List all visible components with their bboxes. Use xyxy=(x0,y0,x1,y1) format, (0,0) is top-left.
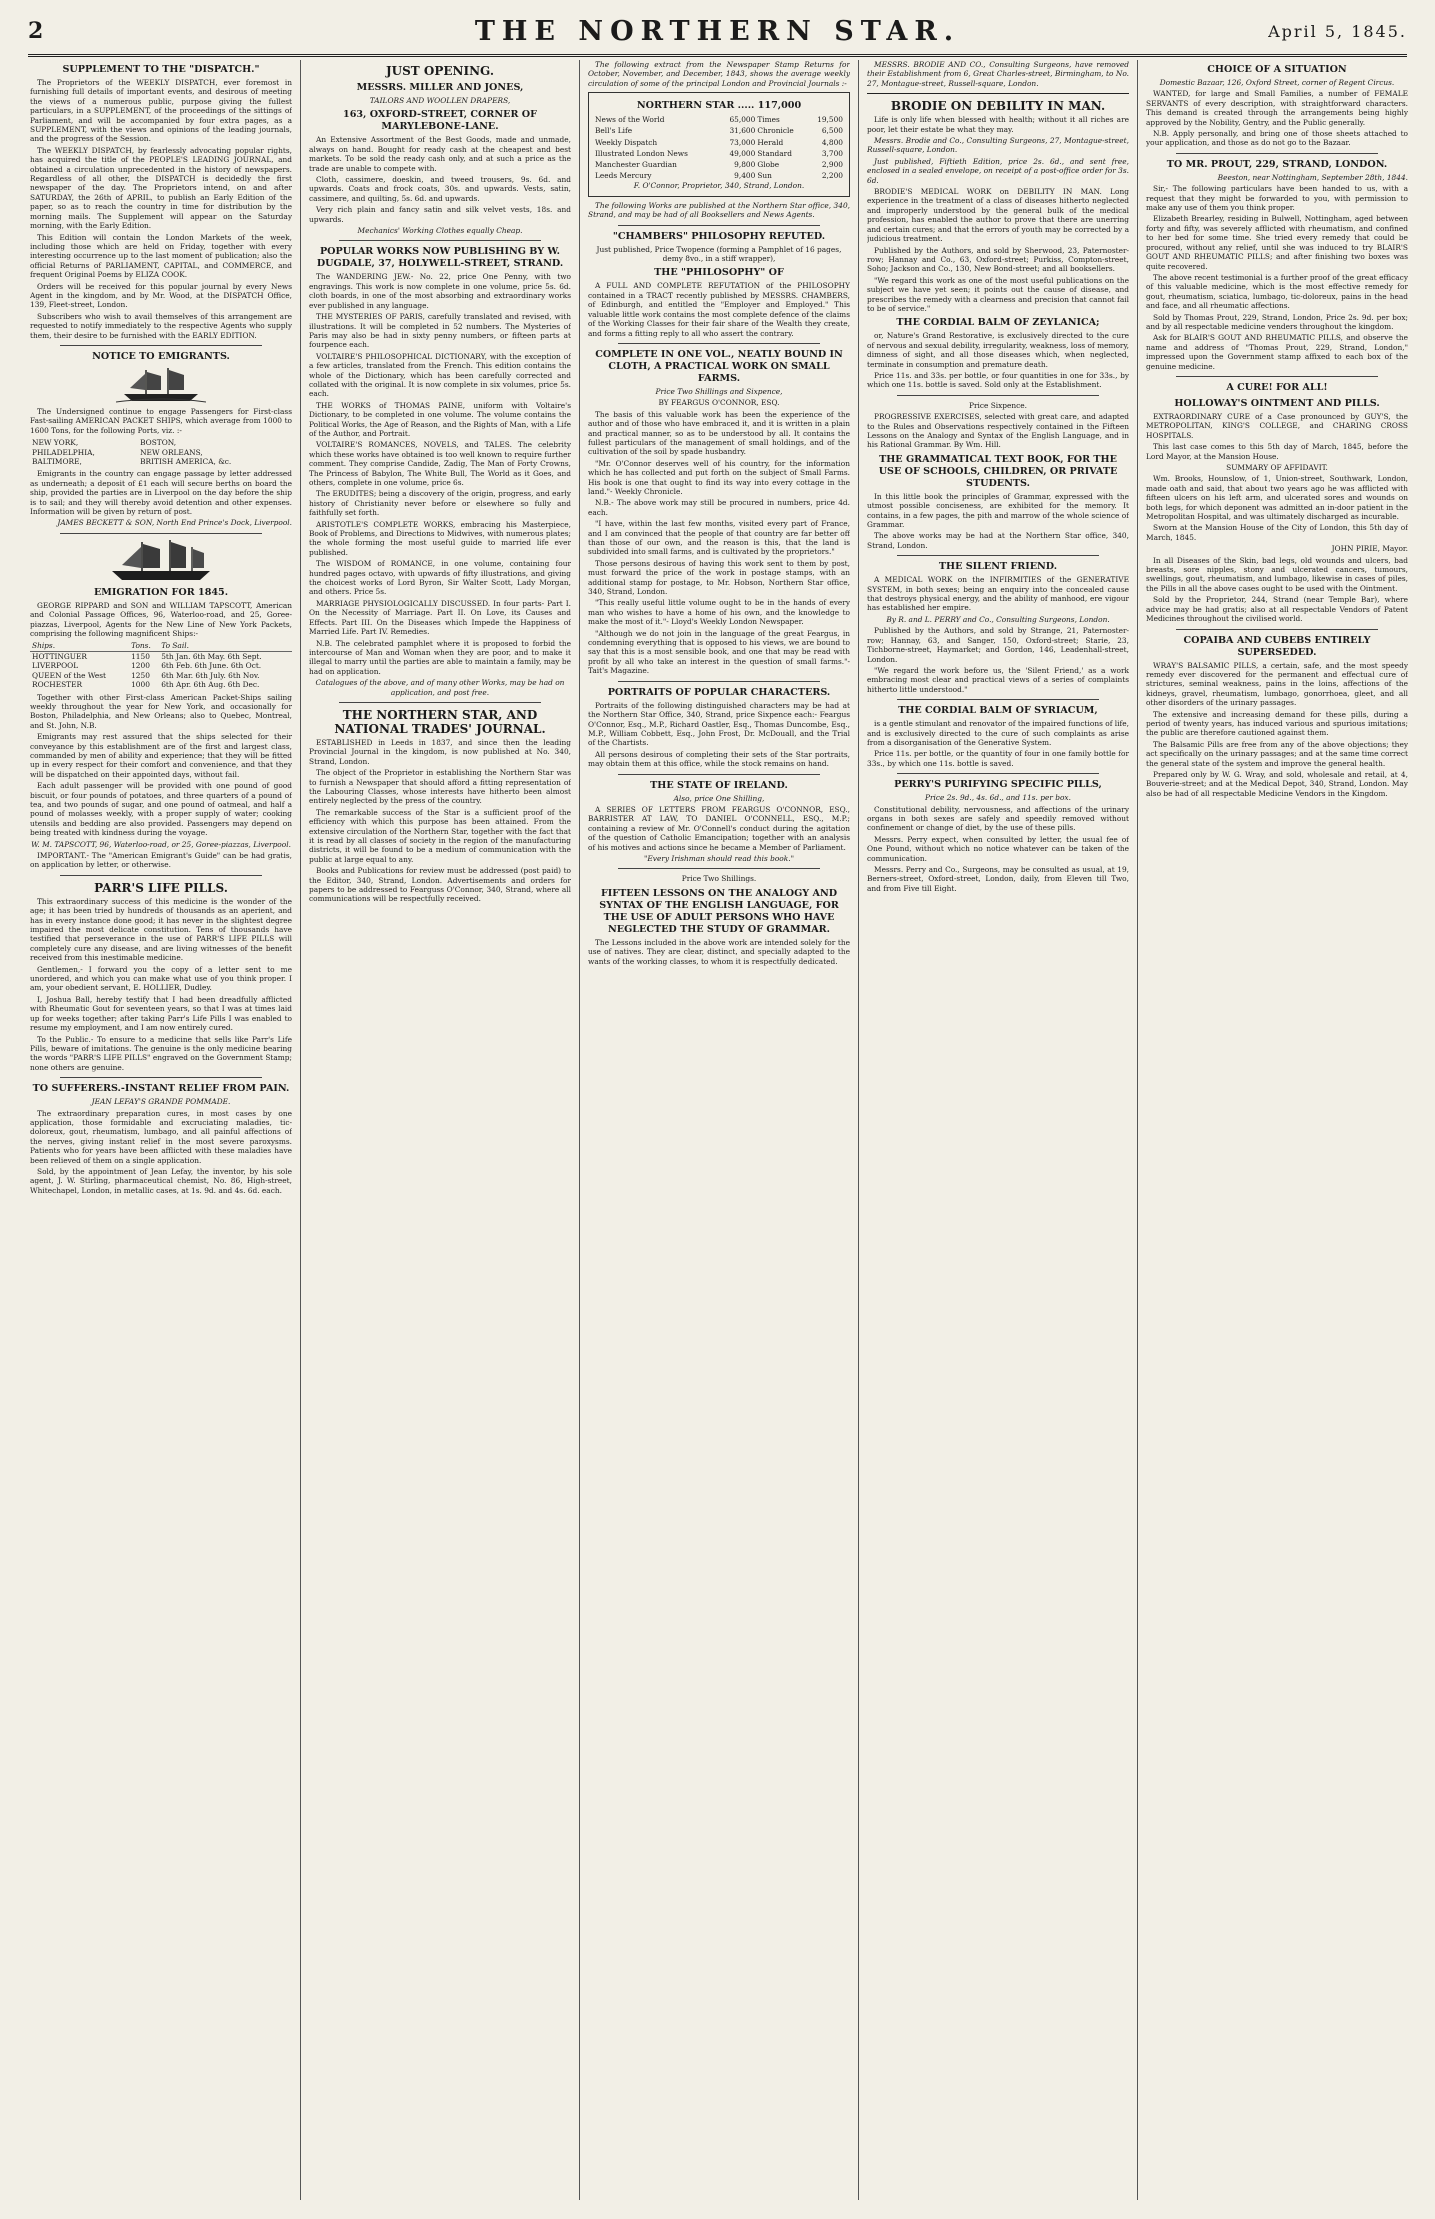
ad-text: "Although we do not join in the language of the great Feargus, in condemning everything that is opposed to his views, we are bound to say that this is a most sensible book, and one that may be read with profit by all who take an interest in the question of small farms."- Tait's Magazine. xyxy=(588,628,850,676)
separator xyxy=(867,93,1129,94)
paper-circulation: 9,800 xyxy=(734,160,756,170)
ad-text: ESTABLISHED in Leeds in 1837, and since then the leading Provincial Journal in the kingdom, is now published at No. 340, Strand, London. xyxy=(309,737,571,766)
ad-heading: THE CORDIAL BALM OF ZEYLANICA; xyxy=(896,317,1100,329)
ad-heading: HOLLOWAY'S OINTMENT AND PILLS. xyxy=(1174,397,1380,409)
separator xyxy=(897,555,1099,556)
ad-text: GEORGE RIPPARD and SON and WILLIAM TAPSCOTT, American and Colonial Passage Offices, 96, Waterloo-road, and 25, Goree-piazzas, Liverpool, Agents for the New Line of New York Packets, comprising the following magnificent Ships:- xyxy=(30,600,292,639)
ship-name: QUEEN of the West xyxy=(32,670,107,680)
ad-text: Each adult passenger will be provided with one pound of good biscuit, or four pounds of potatoes, and three quarters of a pound of tea, and two pounds of sugar, and one pound of oatmeal, and half a pound of molasses weekly, with a proper supply of water; cooking utensils and bedding are also provided. Passengers may depend on being treated with kindness during the voyage. xyxy=(30,781,292,838)
ship-tons: 1250 xyxy=(131,670,150,680)
ship-row xyxy=(30,680,292,689)
ad-text: WANTED, for large and Small Families, a number of FEMALE SERVANTS of every description, with straightforward characters. This demand is created through the arrangements being highly approved by the Nobility, Gentry, and the Public generally. xyxy=(1146,89,1408,127)
ad-heading: THE GRAMMATICAL TEXT BOOK, FOR THE USE OF SCHOOLS, CHILDREN, OR PRIVATE STUDENTS. xyxy=(878,453,1118,489)
ad-text: The extraordinary preparation cures, in most cases by one application, those formidable and excruciating maladies, tic-doloreux, gout, rheumatism, lumbago, and all painful affections of the nerves, giving instant relief in the most severe paroxysms. Patients who for years have been afflicted with these maladies have been relieved of them on a single application. xyxy=(30,1108,292,1165)
ad-heading: PERRY'S PURIFYING SPECIFIC PILLS, xyxy=(894,779,1102,791)
column-rule xyxy=(858,60,859,2200)
ad-text: Price Sixpence. xyxy=(968,400,1028,410)
ad-text: Price Two Shillings. xyxy=(681,874,757,884)
ad-heading: A CURE! FOR ALL! xyxy=(1226,381,1328,393)
ship-table xyxy=(30,641,292,689)
separator xyxy=(339,702,541,703)
ad-text: The Balsamic Pills are free from any of the above objections; they act specifically on the urinary passages; and at the same time correct the general state of the system and improve the general health. xyxy=(1146,739,1408,768)
ship-sail-dates: 6th Feb. 6th June. 6th Oct. xyxy=(161,661,262,671)
ad-text: Subscribers who wish to avail themselves of this arrangement are requested to notify immediately to the respective Agents who supply them, their desire to be furnished with the EARLY EDITION. xyxy=(30,311,292,340)
ad-text: is a gentle stimulant and renovator of the impaired functions of life, and is exclusively directed to the cure of such complaints as arise from a disorganisation of the Generative System. xyxy=(867,719,1129,747)
ad-text: Messrs. Brodie and Co., Consulting Surgeons, 27, Montague-street, Russell-square, London. xyxy=(867,136,1129,155)
ad-text: Very rich plain and fancy satin and silk velvet vests, 18s. and upwards. xyxy=(309,205,571,224)
ad-text: Published by the Authors, and sold by Sherwood, 23, Paternoster-row; Hannay and Co., 63, Oxford-street; Purkiss, Compton-street, Soho; Jackson and Co., 130, New Bond-street; and all booksellers. xyxy=(867,245,1129,274)
ad-text: N.B. Apply personally, and bring one of those sheets attached to your application, and those as do not go to the Bazaar. xyxy=(1146,129,1408,148)
ad-heading: JUST OPENING. xyxy=(385,64,495,78)
ad-heading: SUPPLEMENT TO THE "DISPATCH." xyxy=(62,64,260,75)
ad-text: Just published, Fiftieth Edition, price 2s. 6d., and sent free, enclosed in a sealed envelope, on receipt of a post-office order for 3s. 6d. xyxy=(867,156,1129,185)
ad-text: Life is only life when blessed with health; without it all riches are poor, let their estate be what they may. xyxy=(867,115,1129,134)
ad-text: The Proprietors of the WEEKLY DISPATCH, ever foremost in furnishing full details of important events, and desirous of meeting the views of a numerous public, purpose giving the fullest particulars, in a SUPPLEMENT, of the proceedings of the sittings of Parliament, and will be accompanied by four extra pages, as a SUPPLEMENT, with the views and opinions of the leading journals, and the progress of the Session. xyxy=(30,78,292,144)
ad-text: The following Works are published at the Northern Star office, 340, Strand, and may be had of all Booksellers and News Agents. xyxy=(588,200,850,220)
ad-text: Price Two Shillings and Sixpence, xyxy=(655,386,783,396)
ad-text: Beeston, near Nottingham, September 28th, 1844. xyxy=(1217,172,1408,182)
ad-text: "We regard the work before us, the 'Silent Friend,' as a work embracing most clear and practical views of a series of complaints hitherto little understood." xyxy=(867,665,1129,694)
ad-heading: THE STATE OF IRELAND. xyxy=(650,779,788,791)
ad-heading: "CHAMBERS" PHILOSOPHY REFUTED. xyxy=(612,230,826,242)
ad-text: Emigrants in the country can engage passage by letter addressed as underneath; a deposit of £1 each will secure berths on board the ship, provided the parties are in Liverpool on the day before the ship is to sail; and they will thereby avoid detention and other expenses. Information will be given by return of post. xyxy=(30,469,292,517)
ad-text: In all Diseases of the Skin, bad legs, old wounds and ulcers, bad breasts, sore nipples, stony and ulcerated cancers, tumours, swellings, gout, rheumatism, and lumbago, likewise in cases of piles, the Pills in all the above cases ought to be used with the Ointment. xyxy=(1146,555,1408,593)
ad-text: BRODIE'S MEDICAL WORK on DEBILITY IN MAN. Long experience in the treatment of a class of diseases hitherto neglected and improperly understood by the general bulk of the medical profession, has enabled the author to prove that there are unerring and certain cures; and that the errors of youth may be corrected by a judicious treatment. xyxy=(867,187,1129,244)
column-3 xyxy=(588,60,850,2200)
ad-text: This last case comes to this 5th day of March, 1845, before the Lord Mayor, at the Mansion House. xyxy=(1146,442,1408,461)
ad-text: Portraits of the following distinguished characters may be had at the Northern Star Office, 340, Strand, price Sixpence each:- Feargus O'Connor, Esq., M.P., Richard Oastler, Esq., Thomas Duncombe, Esq., M.P., William Cobbett, Esq., John Frost, Dr. McDouall, and the Trial of the Chartists. xyxy=(588,700,850,748)
paper-circulation: 2,200 xyxy=(821,171,843,181)
packet-ship-icon xyxy=(106,539,216,583)
ad-text: Prepared only by W. G. Wray, and sold, wholesale and retail, at 4, Bouverie-street; and at the Medical Depot, 340, Strand, London. May also be had of all respectable Medicine Vendors in the Kingdom. xyxy=(1146,769,1408,798)
ad-text: N.B.- The above work may still be procured in numbers, price 4d. each. xyxy=(588,498,850,517)
ad-text: Sold by Thomas Prout, 229, Strand, London, Price 2s. 9d. per box; and by all respectable medicine venders throughout the kingdom. xyxy=(1146,312,1408,331)
circulation-box xyxy=(588,92,850,197)
paper-name: Times xyxy=(757,115,780,125)
ad-heading: NOTICE TO EMIGRANTS. xyxy=(92,350,230,362)
ad-text: The ERUDITES; being a discovery of the origin, progress, and early history of Christianity never before or elsewhere so fully and faithfully set forth. xyxy=(309,489,571,518)
ad-heading: BRODIE ON DEBILITY IN MAN. xyxy=(890,99,1106,114)
ad-text: Sworn at the Mansion House of the City of London, this 5th day of March, 1845. xyxy=(1146,523,1408,542)
ad-text: "Mr. O'Connor deserves well of his country, for the information which he has collected and put forth on the subject of Small Farms. His book is one that ought to find its way into every cottage in the land."- Weekly Chronicle. xyxy=(588,458,850,496)
ad-text: MESSRS. BRODIE AND CO., Consulting Surgeons, have removed their Establishment from 6, Great Charles-street, Birmingham, to No. 27, Montague-street, Russell-square, London. xyxy=(867,60,1129,88)
ship-tons: 1150 xyxy=(131,651,150,661)
ad-text: "This really useful little volume ought to be in the hands of every man who wishes to have a home of his own, and the knowledge to make the most of it."- Lloyd's Weekly London Newspaper. xyxy=(588,598,850,627)
ship-sail-dates: 5th Jan. 6th May. 6th Sept. xyxy=(161,651,262,661)
ship-sail-dates: 6th Mar. 6th July. 6th Nov. xyxy=(161,670,260,680)
ad-text: The following extract from the Newspaper Stamp Returns for October, November, and December, 1843, shows the average weekly circulation of some of the principal London and Provincial Journals :- xyxy=(588,60,850,88)
ad-text: A SERIES OF LETTERS FROM FEARGUS O'CONNOR, ESQ., BARRISTER AT LAW, TO DANIEL O'CONNELL, ESQ., M.P.; containing a review of Mr. O'Connell's conduct during the agitation of the question of Catholic Emancipation; together with an analysis of his motives and actions since he became a Member of Parliament. xyxy=(588,804,850,852)
paper-name: Sun xyxy=(757,171,772,181)
separator xyxy=(897,395,1099,396)
paper-name: Standard xyxy=(757,148,792,158)
ad-text: The remarkable success of the Star is a sufficient proof of the efficiency with which this purpose has been attained. From the extensive circulation of the Northern Star, together with the fact that it is read by all classes of society in the region of the manufacturing districts, it will be found to be a medium of communication with the public at large equal to any. xyxy=(309,807,571,864)
ad-text: Ask for BLAIR'S GOUT AND RHEUMATIC PILLS, and observe the name and address of "Thomas Prout, 229, Strand, London," impressed upon the Government stamp affixed to each box of the genuine medicine. xyxy=(1146,333,1408,371)
separator xyxy=(1176,629,1378,630)
ad-heading: THE "PHILOSOPHY" OF xyxy=(654,267,784,279)
ad-text: An Extensive Assortment of the Best Goods, made and unmade, always on hand. Bought for ready cash at the cheapest and best markets. To be sold the ready cash only, and at such a price as the trade are unable to compete with. xyxy=(309,135,571,173)
ad-text: THE MYSTERIES OF PARIS, carefully translated and revised, with illustrations. It will be completed in 52 numbers. The Mysteries of Paris may also be had in sixty penny numbers, or fifteen parts at fourpence each. xyxy=(309,312,571,350)
separator xyxy=(618,343,820,344)
ad-signature: JAMES BECKETT & SON, North End Prince's Dock, Liverpool. xyxy=(57,518,292,528)
ad-text: This extraordinary success of this medicine is the wonder of the age; it has been tried by hundreds of thousands as an aperient, and has in every instance done good; it has never in the slightest degree impaired the most delicate constitution. Tens of thousands have testified that perseverance in the use of PARR'S LIFE PILLS will completely cure any disease, and are living witnesses of the benefit received from this inestimable medicine. xyxy=(30,896,292,963)
ad-text: VOLTAIRE'S ROMANCES, NOVELS, and TALES. The celebrity which these works have obtained is too well known to require further comment. They comprise Candide, Zadig, The Man of Forty Crowns, The Princess of Babylon, The White Bull, The World as it Goes, and others, complete in one volume, price 6s. xyxy=(309,440,571,487)
ad-text: WRAY'S BALSAMIC PILLS, a certain, safe, and the most speedy remedy ever discovered for the permanent and effectual cure of strictures, seminal weakness, pains in the loins, affections of the kidneys, gravel, rheumatism, lumbago, gonorrhoea, gleet, and all other disorders of the urinary passages. xyxy=(1146,660,1408,708)
ad-text: All persons desirous of completing their sets of the Star portraits, may obtain them at this office, while the stock remains on hand. xyxy=(588,749,850,769)
column-5 xyxy=(1146,60,1408,2200)
ad-heading: THE SILENT FRIEND. xyxy=(938,561,1058,573)
ad-address: 163, OXFORD-STREET, CORNER OF MARYLEBONE-LANE. xyxy=(343,109,537,133)
separator xyxy=(60,1077,262,1078)
separator xyxy=(60,533,262,534)
ad-subheading: Domestic Bazaar, 126, Oxford Street, corner of Regent Circus. xyxy=(1159,78,1395,87)
ad-text: SUMMARY OF AFFIDAVIT. xyxy=(1226,463,1328,472)
column-2 xyxy=(309,60,571,2200)
page-number: 2 xyxy=(28,18,44,44)
ad-text: The WANDERING JEW.- No. 22, price One Penny, with two engravings. This work is now complete in one volume, price 5s. 6d. cloth boards, in one of the most absorbing and extraordinary works ever published in any language. xyxy=(309,272,571,310)
ad-heading: POPULAR WORKS NOW PUBLISHING BY W. DUGDALE, 37, HOLYWELL-STREET, STRAND. xyxy=(316,246,564,270)
port: NEW YORK, xyxy=(32,438,79,448)
ad-text: Emigrants may rest assured that the ships selected for their conveyance by this establishment are of the first and largest class, commanded by men of ability and experience; that they will be fitted up in every respect for their comfort and convenience, and that they will be dispatched on their appointed days, without fail. xyxy=(30,732,292,779)
separator xyxy=(1176,153,1378,154)
circulation-table xyxy=(594,114,844,181)
ship-col-header: To Sail. xyxy=(159,641,292,651)
paper-name: Manchester Guardian xyxy=(595,160,677,170)
ad-heading: PORTRAITS OF POPULAR CHARACTERS. xyxy=(607,686,831,698)
sailing-ship-icon xyxy=(116,366,206,404)
ad-text: BY FEARGUS O'CONNOR, ESQ. xyxy=(658,398,780,408)
ad-heading: TO SUFFERERS.-INSTANT RELIEF FROM PAIN. xyxy=(32,1083,290,1095)
paper-circulation: 3,700 xyxy=(821,148,843,158)
ad-text: A FULL AND COMPLETE REFUTATION of the PHILOSOPHY contained in a TRACT recently published by MESSRS. CHAMBERS, of Edinburgh, and entitled the "Employer and Employed." This valuable little work contains the most complete defence of the claims of the Working Classes for their fair share of the Wealth they create, and forms a fitting reply to all who assert the contrary. xyxy=(588,281,850,338)
paper-circulation: 31,600 xyxy=(729,126,756,136)
ad-text: PROGRESSIVE EXERCISES, selected with great care, and adapted to the Rules and Observations respectively contained in the Fifteen Lessons on the Analogy and Syntax of the English Language, and in his Rational Grammar. By Wm. Hill. xyxy=(867,412,1129,450)
ad-heading: MESSRS. MILLER AND JONES, xyxy=(356,82,524,93)
ship-name: HOTTINGUER xyxy=(32,651,87,661)
paper-name: Weekly Dispatch xyxy=(595,137,658,147)
paper-circulation: 19,500 xyxy=(817,115,843,125)
ad-heading: EMIGRATION FOR 1845. xyxy=(93,586,229,598)
paper-circulation: 6,500 xyxy=(821,126,843,136)
paper-circulation: 9,400 xyxy=(734,171,756,181)
ship-name: LIVERPOOL xyxy=(32,661,79,671)
ad-text: Messrs. Perry expect, when consulted by letter, the usual fee of One Pound, without which no notice whatever can be taken of the communication. xyxy=(867,834,1129,863)
ad-signature: JOHN PIRIE, Mayor. xyxy=(1331,544,1408,554)
ad-text: The Lessons included in the above work are intended solely for the use of natives. They are clear, distinct, and specially adapted to the wants of the working classes, to whom it is respectfully dedicated. xyxy=(588,937,850,966)
paper-circulation: 2,900 xyxy=(821,160,843,170)
ad-text: "I have, within the last few months, visited every part of France, and I am convinced that the people of that country are far better off than those of our own, and the reason is this, that the land is subdivided into small farms, and is cultivated by the proprietors." xyxy=(588,519,850,557)
ad-text: The object of the Proprietor in establishing the Northern Star was to furnish a Newspaper that should afford a fitting representation of the Labouring Classes, whose interests have hitherto been almost entirely neglected by the press of the country. xyxy=(309,768,571,806)
ad-text: Price 2s. 9d., 4s. 6d., and 11s. per box. xyxy=(925,793,1071,803)
port: BOSTON, xyxy=(140,438,177,448)
ad-text: Also, price One Shilling, xyxy=(673,793,765,803)
ad-text: To the Public.- To ensure to a medicine that sells like Parr's Life Pills, beware of imitations. The genuine is the only medicine bearing the words "PARR'S LIFE PILLS" engraved on the Government Stamp; none others are genuine. xyxy=(30,1034,292,1072)
ad-text: The extensive and increasing demand for these pills, during a period of twenty years, has induced various and spurious imitations; the public are therefore cautioned against them. xyxy=(1146,709,1408,738)
ad-text: "Every Irishman should read this book." xyxy=(644,853,794,863)
ad-text: Catalogues of the above, and of many other Works, may be had on application, and post free. xyxy=(315,678,565,697)
ad-text: Orders will be received for this popular journal by every News Agent in the kingdom, and by Mr. Wood, at the DISPATCH Office, 139, Fleet-street, London. xyxy=(30,281,292,310)
port: BALTIMORE, xyxy=(32,457,82,466)
ad-heading: COPAIBA AND CUBEBS ENTIRELY SUPERSEDED. xyxy=(1183,634,1371,658)
column-4 xyxy=(867,60,1129,2200)
ad-text: The WISDOM of ROMANCE, in one volume, containing four hundred pages octavo, with upwards of fifty illustrations, and giving the choicest works of Lord Byron, Sir Walter Scott, Lady Morgan, and others. Price 5s. xyxy=(309,559,571,597)
ad-text: A MEDICAL WORK on the INFIRMITIES of the GENERATIVE SYSTEM, in both sexes; being an enquiry into the concealed cause that destroys physical energy, and the ability of manhood, ere vigour has established her empire. xyxy=(867,575,1129,613)
ad-text: The WEEKLY DISPATCH, by fearlessly advocating popular rights, has acquired the title of the PEOPLE'S LEADING JOURNAL, and obtained a circulation unprecedented in the history of newspapers. Regardless of all other, the DISPATCH is decidedly the first newspaper of the day. The Proprietors intend, on and after SATURDAY, the 26th of APRIL, to publish an Early Edition of the paper, so as to reach the country in time for distribution by the morning mails. The Supplement will appear on the Saturday morning, with the Early Edition. xyxy=(30,145,292,231)
separator xyxy=(1176,376,1378,377)
ship-sail-dates: 6th Apr. 6th Aug. 6th Dec. xyxy=(161,680,260,690)
ad-heading: TO MR. PROUT, 229, STRAND, LONDON. xyxy=(1166,158,1388,170)
ports-table xyxy=(30,438,292,466)
separator xyxy=(60,875,262,876)
ad-text: Sir,- The following particulars have been handed to us, with a request that they might be forwarded to you, with permission to make any use of them you think proper. xyxy=(1146,184,1408,213)
ship-row xyxy=(30,661,292,670)
ship-col-header: Ships. xyxy=(30,641,129,651)
ad-text: N.B. The celebrated pamphlet where it is proposed to forbid the intercourse of Man and Woman when they are poor, and to make it illegal to marry until the parties are able to maintain a family, may be had on application. xyxy=(309,638,571,676)
paper-circulation: 49,000 xyxy=(729,148,756,158)
ad-text: VOLTAIRE'S PHILOSOPHICAL DICTIONARY, with the exception of a few articles, translated from the French. This edition contains the whole of the Dictionary, which has been carefully corrected and collated with the original. It is now complete in six volumes, price 5s. each. xyxy=(309,351,571,399)
ad-text: MARRIAGE PHYSIOLOGICALLY DISCUSSED. In four parts- Part I. On the Necessity of Marriage. Part II. On Love, its Causes and Effects. Part III. On the Diseases which Impede the Happiness of Married Life. Part IV. Remedies. xyxy=(309,598,571,637)
paper-name: Chronicle xyxy=(757,126,794,136)
column-rule xyxy=(300,60,301,2200)
ad-text: Sold, by the appointment of Jean Lefay, the inventor, by his sole agent, J. W. Stirling, pharmaceutical chemist, No. 86, High-street, Whitechapel, London, in metallic cases, at 1s. 9d. and 4s. 6d. each. xyxy=(30,1166,292,1195)
circulation-heading: NORTHERN STAR ..... 117,000 xyxy=(636,100,802,112)
separator xyxy=(339,240,541,241)
table-row xyxy=(594,114,844,125)
column-rule xyxy=(1137,60,1138,2200)
ad-text: Price 11s. per bottle, or the quantity of four in one family bottle for 33s., by which one 11s. bottle is saved. xyxy=(867,749,1129,768)
port: BRITISH AMERICA, &c. xyxy=(140,457,232,466)
separator xyxy=(618,868,820,869)
port: NEW ORLEANS, xyxy=(140,447,203,457)
ad-heading: PARR'S LIFE PILLS. xyxy=(94,880,228,895)
ad-heading: THE CORDIAL BALM OF SYRIACUM, xyxy=(898,705,1098,717)
ad-text: Elizabeth Brearley, residing in Bulwell, Nottingham, aged between forty and fifty, was severely afflicted with rheumatism, and confined to her bed for some time. She tried every remedy that could be procured, without any relief, until she was induced to try BLAIR'S GOUT AND RHEUMATIC PILLS; and after finishing two boxes was quite recovered. xyxy=(1146,214,1408,271)
paper-name: Herald xyxy=(757,137,784,147)
ad-text: Cloth, cassimere, doeskin, and tweed trousers, 9s. 6d. and upwards. Coats and frock coats, 30s. and upwards. Vests, satin, cassimere, and quilting, 5s. 6d. and upwards. xyxy=(309,175,571,203)
ad-text: Price 11s. and 33s. per bottle, or four quantities in one for 33s., by which one 11s. bottle is saved. Sold only at the Establishment. xyxy=(867,370,1129,390)
ad-subheading: TAILORS AND WOOLLEN DRAPERS, xyxy=(369,96,511,105)
ad-heading: CHOICE OF A SITUATION xyxy=(1207,64,1347,75)
separator xyxy=(618,774,820,775)
ad-text: Wm. Brooks, Hounslow, of 1, Union-street, Southwark, London, made oath and said, that about two years ago he was afflicted with fifteen ulcers on his left arm, and ulcerated sores and wounds on both legs, for which deponent was admitted an in-door patient in the Metropolitan Hospital, and was ultimately discharged as incurable. xyxy=(1146,474,1408,522)
ad-text: IMPORTANT.- The "American Emigrant's Guide" can be had gratis, on application by letter, or otherwise. xyxy=(30,851,292,870)
table-row xyxy=(594,159,844,170)
ad-text: By R. and L. PERRY and Co., Consulting Surgeons, London. xyxy=(886,614,1110,624)
separator xyxy=(60,345,262,346)
ad-text: Mechanics' Working Clothes equally Cheap. xyxy=(357,226,523,236)
ad-text: Together with other First-class American Packet-Ships sailing weekly throughout the year for New York, and occasionally for Boston, Philadelphia, and New Orleans; also to Quebec, Montreal, and St. John, N.B. xyxy=(30,692,292,730)
ad-text: Constitutional debility, nervousness, and affections of the urinary organs in both sexes are safely and speedily removed without confinement or change of diet, by the use of these pills. xyxy=(867,804,1129,833)
ad-text: Just published, Price Twopence (forming a Pamphlet of 16 pages, demy 8vo., in a stiff wrapper), xyxy=(596,244,842,264)
ad-heading: FIFTEEN LESSONS ON THE ANALOGY AND SYNTAX OF THE ENGLISH LANGUAGE, FOR THE USE OF ADULT PERSONS WHO HAVE NEGLECTED THE STUDY OF GRAMMAR. xyxy=(599,887,839,935)
separator xyxy=(618,681,820,682)
ad-text: Sold by the Proprietor, 244, Strand (near Temple Bar), where advice may be had gratis; also at all respectable Vendors of Patent Medicines throughout the civilised world. xyxy=(1146,595,1408,624)
ad-text: The above works may be had at the Northern Star office, 340, Strand, London. xyxy=(867,531,1129,550)
ship-row xyxy=(30,671,292,680)
ad-text: Published by the Authors, and sold by Strange, 21, Paternoster-row; Hannay, 63, and Sanger, 150, Oxford-street; Starie, 23, Tichborne-street, Haymarket; and Gordon, 146, Leadenhall-street, London. xyxy=(867,626,1129,664)
ad-text: ARISTOTLE'S COMPLETE WORKS, embracing his Masterpiece, Book of Problems, and Directions to Midwives, with numerous plates; the whole forming the most useful guide to married life ever published. xyxy=(309,519,571,557)
ad-text: The above recent testimonial is a further proof of the great efficacy of this valuable medicine, which is the most effective remedy for gout, rheumatism, sciatica, lumbago, tic-doloreux, pains in the head and face, and all rheumatic affections. xyxy=(1146,272,1408,311)
table-row xyxy=(594,125,844,136)
ad-text: F. O'Connor, Proprietor, 340, Strand, London. xyxy=(633,181,805,191)
ship-row xyxy=(30,651,292,661)
paper-name: Bell's Life xyxy=(595,126,633,136)
separator xyxy=(897,699,1099,700)
ad-signature: W. M. TAPSCOTT, 96, Waterloo-road, or 25, Goree-piazzas, Liverpool. xyxy=(31,839,291,849)
paper-name: Leeds Mercury xyxy=(595,171,652,181)
ad-text: Books and Publications for review must be addressed (post paid) to the Editor, 340, Strand, London. Advertisements and orders for papers to be addressed to Fearguss O'Connor, 340, Strand, where all communications will be respectfully received. xyxy=(309,866,571,904)
ad-text: or, Nature's Grand Restorative, is exclusively directed to the cure of nervous and sexual debility, irregularity, weakness, loss of memory, dimness of sight, and all those diseases which, when neglected, terminate in consumption and premature death. xyxy=(867,331,1129,369)
ad-text: "We regard this work as one of the most useful publications on the subject we have yet seen; it points out the cause of disease, and prescribes the remedy with a clearness and precision that cannot fail to be of service." xyxy=(867,275,1129,313)
paper-circulation: 73,000 xyxy=(729,137,756,147)
paper-circulation: 65,000 xyxy=(729,115,756,125)
ad-text: Messrs. Perry and Co., Surgeons, may be consulted as usual, at 19, Berners-street, Oxford-street, London, daily, from Eleven till Two, and from Five till Eight. xyxy=(867,865,1129,893)
separator xyxy=(618,225,820,226)
column-rule xyxy=(579,60,580,2200)
column-1 xyxy=(30,60,292,2200)
ad-text: The basis of this valuable work has been the experience of the author and of those who have embraced it, and it is written in a plain and practical manner, so as to be understood by all. It contains the fullest particulars of the management of small holdings, and of the cultivation of the soil by spade husbandry. xyxy=(588,409,850,457)
masthead xyxy=(28,14,1407,57)
ad-text: I, Joshua Ball, hereby testify that I had been dreadfully afflicted with Rheumatic Gout for seventeen years, so that I was at times laid up for weeks together; after taking Parr's Life Pills I was enabled to resume my employment, and I am now entirely cured. xyxy=(30,994,292,1033)
issue-date: April 5, 1845. xyxy=(1268,22,1407,41)
table-row xyxy=(594,148,844,159)
ad-text: This Edition will contain the London Markets of the week, including those which are held on Friday, together with every interesting occurrence up to the last moment of publication; also the official Returns of PARLIAMENT, CAPITAL, and COMMERCE, and frequent Original Poems by ELIZA COOK. xyxy=(30,232,292,280)
table-row xyxy=(594,170,844,181)
ad-text: EXTRAORDINARY CURE of a Case pronounced by GUY'S, the METROPOLITAN, KING'S COLLEGE, and CHARING CROSS HOSPITALS. xyxy=(1146,411,1408,440)
paper-circulation: 4,800 xyxy=(821,137,843,147)
paper-name: News of the World xyxy=(595,115,665,125)
paper-name: Globe xyxy=(757,160,780,170)
ship-name: ROCHESTER xyxy=(32,680,83,690)
port: PHILADELPHIA, xyxy=(32,447,95,457)
ship-tons: 1200 xyxy=(131,661,150,671)
ad-text: THE WORKS of THOMAS PAINE, uniform with Voltaire's Dictionary, to be completed in one volume. The volume contains the Political Works, the Age of Reason, and the Rights of Man, with a Life of the Author, and Portrait. xyxy=(309,400,571,438)
separator xyxy=(897,773,1099,774)
ad-text: Those persons desirous of having this work sent to them by post, must forward the price of the work in postage stamps, with an additional stamp for postage, to Mr. Hobson, Northern Star office, 340, Strand, London. xyxy=(588,558,850,597)
paper-name: Illustrated London News xyxy=(595,148,688,158)
ad-text: Gentlemen,- I forward you the copy of a letter sent to me unordered, and which you can make what use of you think proper. I am, your obedient servant, E. HOLLIER, Dudley. xyxy=(30,964,292,993)
newspaper-title: THE NORTHERN STAR. xyxy=(474,16,961,47)
ad-heading: THE NORTHERN STAR, AND NATIONAL TRADES' JOURNAL. xyxy=(334,707,546,736)
ad-subheading: JEAN LEFAY'S GRANDE POMMADE. xyxy=(91,1097,231,1107)
ship-col-header: Tons. xyxy=(129,641,159,651)
ad-text: The Undersigned continue to engage Passengers for First-class Fast-sailing AMERICAN PACKET SHIPS, which average from 1000 to 1600 Tons, for the following Ports, viz. :- xyxy=(30,406,292,435)
ad-text: In this little book the principles of Grammar, expressed with the utmost possible conciseness, are exhibited for the memory. It contains, in a few pages, the pith and marrow of the whole science of Grammar. xyxy=(867,491,1129,530)
table-row xyxy=(594,137,844,148)
ad-heading: COMPLETE IN ONE VOL., NEATLY BOUND IN CLOTH, A PRACTICAL WORK ON SMALL FARMS. xyxy=(595,348,843,384)
ship-tons: 1000 xyxy=(131,680,150,690)
